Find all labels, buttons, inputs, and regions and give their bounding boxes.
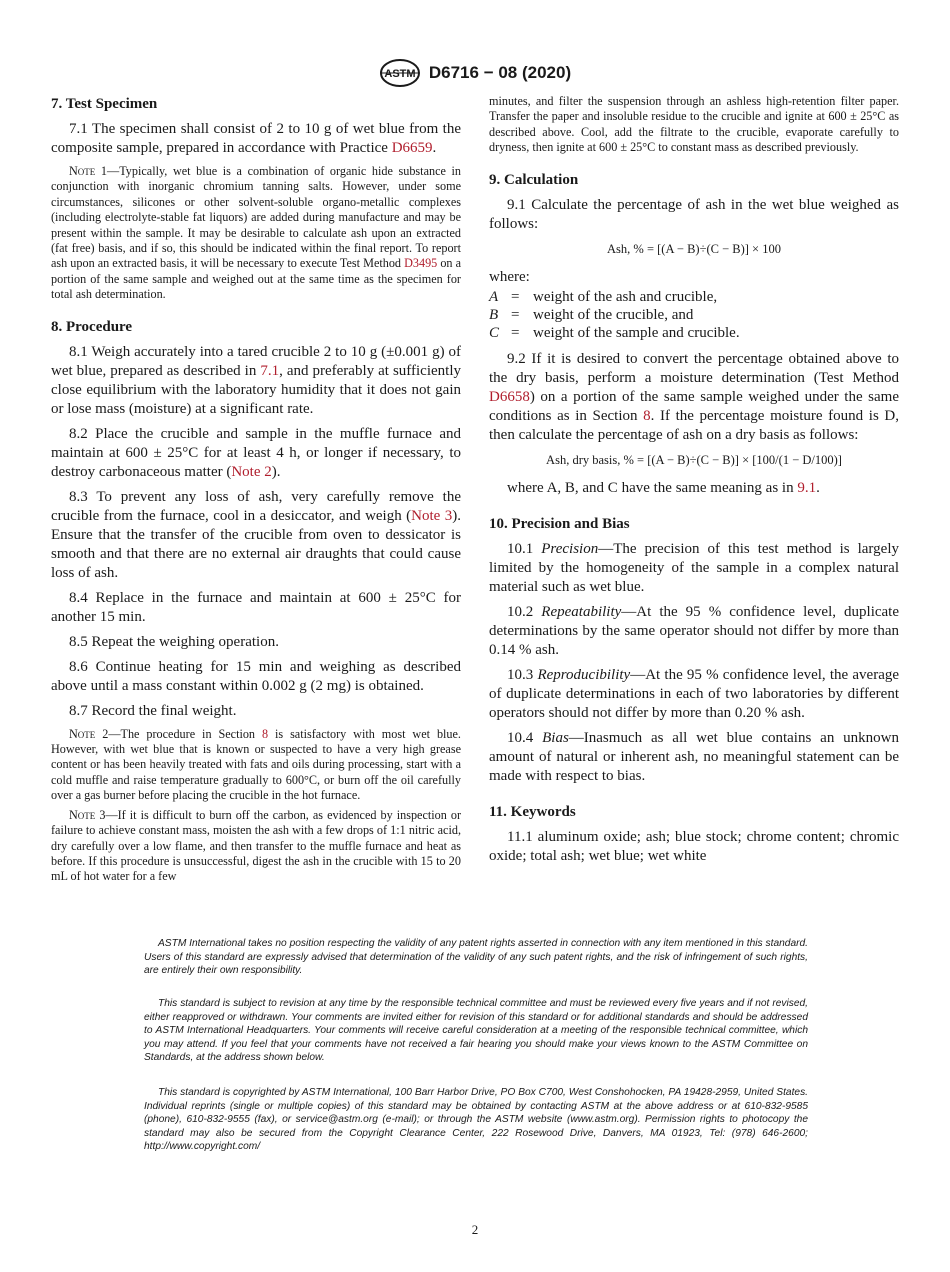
standard-designation: D6716 − 08 (2020) (428, 63, 572, 82)
paragraph-7-1: 7.1 The specimen shall consist of 2 to 10 g of wet blue from the composite sample, prepared in accordance with Practice D6659. (51, 121, 461, 156)
footer-patent: ASTM International takes no position respecting the validity of any patent rights asserted in connection with any item mentioned in this standard. Users of this standard are expressly advised that determination of the validity of any such patent rights, and the risk of infringement of such rights, are entirely their own responsibility. (144, 938, 808, 977)
paragraph-9-2: 9.2 If it is desired to convert the percentage obtained above to the dry basis, perform a moisture determination (Test Method D6658) on a portion of the same sample weighed under the same conditions as in Section 8. If the percentage moisture found is D, then calculate the percentage of ash on a dry basis as follows: (489, 350, 899, 443)
page-header (0, 58, 950, 88)
astm-logo-icon (379, 58, 421, 88)
paragraph-8-3: 8.3 To prevent any loss of ash, very carefully remove the crucible from the furnace, cool in a desiccator, and weigh (Note 3). Ensure that the transfer of the crucible from oven to dessicator is smooth and that there are no external air draughts that could cause loss of ash. (51, 488, 461, 581)
note-1: Note 1—Typically, wet blue is a combination of organic hide substance in conjunction with inorganic chromium tanning salts. However, under some circumstances, silicones or other solvent-soluble organo-metallic complexes (including electrolyte-stable fat liquors) are added during manufacture and may be present within the sample. It may be desirable to calculate ash upon an extracted (fat free) basis, and if so, this should be indicated within the final report. To report ash upon an extracted basis, it will be necessary to execute Test Method D3495 on a portion of the same sample and weighed out at the same time as the specimen for total ash determination. (51, 164, 461, 302)
variable-row: A = weight of the ash and crucible, (489, 288, 718, 305)
where-label: where: (489, 268, 530, 285)
link-note-2[interactable]: Note 2 (231, 463, 272, 480)
section-7-heading: 7. Test Specimen (51, 96, 158, 112)
link-d3495[interactable]: D3495 (404, 256, 438, 271)
link-9-1[interactable]: 9.1 (797, 479, 817, 496)
left-column (51, 94, 461, 889)
note-2: Note 2—The procedure in Section 8 is satisfactory with most wet blue. However, with wet blue that is known or suspected to have a very high grease content or has been heavily treated with fats and oils during processing, start with a cold muffle and raise temperature gradually to 600°C, or burn off the oil carefully over a gas burner before placing the crucible in the hot furnace. (51, 726, 461, 803)
footer-copyright: This standard is copyrighted by ASTM International, 100 Barr Harbor Drive, PO Box C700, West Conshohocken, PA 19428-2959, United States. Individual reprints (single or multiple copies) of this standard may be obtained by contacting ASTM at the above address or at 610-832-9585 (phone), 610-832-9555 (fax), or service@astm.org (e-mail); or through the ASTM website (www.astm.org). Permission rights to photocopy the standard may also be secured from the Copyright Clearance Center, 222 Rosewood Drive, Danvers, MA 01923, Tel: (978) 646-2600; http://www.copyright.com/ (144, 1087, 808, 1153)
variable-row: B = weight of the crucible, and (489, 306, 694, 323)
section-11-heading: 11. Keywords (489, 803, 576, 820)
right-column (489, 94, 899, 872)
paragraph-8-1: 8.1 Weigh accurately into a tared crucible 2 to 10 g (±0.001 g) of wet blue, prepared as described in 7.1, and preferably at sufficiently close equilibrium with the laboratory humidity that it does not gain or lose mass (moisture) at a significant rate. (51, 343, 461, 417)
paragraph-10-1: 10.1 Precision—The precision of this test method is largely limited by the homogeneity of the sample in a complex natural material such as wet blue. (489, 540, 899, 595)
variable-row: C = weight of the sample and crucible. (489, 324, 740, 341)
section-9-heading: 9. Calculation (489, 171, 579, 188)
section-10-heading: 10. Precision and Bias (489, 515, 630, 532)
formula-ash: Ash, % = [(A − B)÷(C − B)] × 100 (607, 241, 781, 256)
note-3: Note 3—If it is difficult to burn off the carbon, as evidenced by inspection or failure to achieve constant mass, moisten the ash with a few drops of 1:1 nitric acid, dry carefully over a low flame, and then transfer to the muffle furnace and heat as before. If this procedure is unsuccessful, digest the ash in the crucible with 15 to 20 mL of hot water for a few (51, 807, 462, 884)
link-note-3[interactable]: Note 3 (411, 507, 453, 524)
page-number: 2 (471, 1222, 479, 1237)
section-8-heading: 8. Procedure (51, 318, 133, 335)
paragraph-10-4: 10.4 Bias—Inasmuch as all wet blue contains an unknown amount of natural or inherent ash, no meaningful statement can be made with respect to bias. (489, 729, 900, 784)
link-d6659[interactable]: D6659 (391, 140, 433, 156)
paragraph-10-2: 10.2 Repeatability—At the 95 % confidence level, duplicate determinations by the same operator should not differ by more than 0.14 % ash. (489, 603, 899, 658)
link-section-8b[interactable]: 8 (643, 407, 651, 424)
logo-text: ASTM (384, 68, 416, 80)
link-d6658[interactable]: D6658 (489, 388, 530, 405)
paragraph-8-7: 8.7 Record the final weight. (69, 702, 237, 719)
paragraph-10-3: 10.3 Reproducibility—At the 95 % confidence level, the average of duplicate determinations in each of two laboratories by different operators should not differ by more than 0.20 % ash. (489, 666, 900, 721)
paragraph-8-5: 8.5 Repeat the weighing operation. (69, 633, 279, 650)
note-3-continued: minutes, and filter the suspension through an ashless high-retention filter paper. Transfer the paper and insoluble residue to the crucible and ignite at 600 ± 25°C as described above. Cool, add the filtrate to the crucible, evaporate carefully to dryness, then ignite at 600 ± 25°C to constant mass as described previously. (489, 94, 899, 155)
paragraph-11-1: 11.1 aluminum oxide; ash; blue stock; chrome content; chromic oxide; total ash; wet blue; wet white (489, 828, 899, 864)
paragraph-8-6: 8.6 Continue heating for 15 min and weighing as described above until a mass constant within 0.002 g (2 mg) is obtained. (51, 658, 461, 694)
variable-list (489, 288, 899, 342)
paragraph-9-1: 9.1 Calculate the percentage of ash in the wet blue weighed as follows: (489, 196, 899, 232)
footer-revision: This standard is subject to revision at any time by the responsible technical committee and must be reviewed every five years and if not revised, either reapproved or withdrawn. Your comments are invited either for revision of this standard or for additional standards and should be addressed to ASTM International Headquarters. Your comments will receive careful consideration at a meeting of the responsible technical committee, which you may attend. If you feel that your comments have not received a fair hearing you should make your views known to the ASTM Committee on Standards, at the address shown below. (144, 998, 808, 1064)
paragraph-8-2: 8.2 Place the crucible and sample in the muffle furnace and maintain at 600 ± 25°C for at least 4 h, or longer if necessary, to destroy carbonaceous matter (Note 2). (51, 425, 461, 480)
formula-ash-dry: Ash, dry basis, % = [(A − B)÷(C − B)] × [100/(1 − D/100)] (546, 452, 842, 467)
paragraph-8-4: 8.4 Replace in the furnace and maintain at 600 ± 25°C for another 15 min. (51, 589, 461, 625)
link-7-1[interactable]: 7.1 (260, 362, 280, 379)
paragraph-9-2-where: where A, B, and C have the same meaning as in 9.1. (507, 479, 820, 496)
link-section-8[interactable]: 8 (261, 726, 269, 741)
